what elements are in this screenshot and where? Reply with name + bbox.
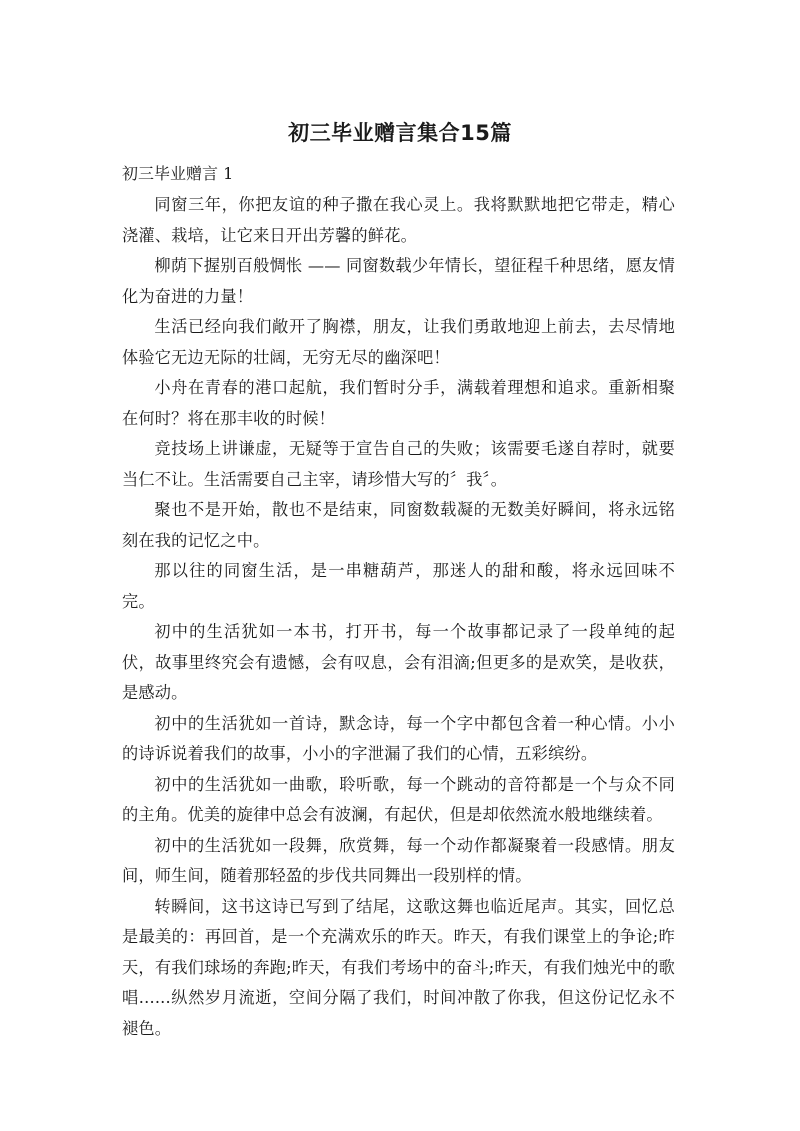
paragraph: 竞技场上讲谦虚，无疑等于宣告自己的失败；该需要毛遂自荐时，就要当仁不让。生活需要自己主宰，请珍惜大写的〞我〞。: [122, 439, 675, 489]
paragraph: 生活已经向我们敞开了胸襟，朋友，让我们勇敢地迎上前去，去尽情地体验它无边无际的壮阔，无穷无尽的幽深吧！: [122, 317, 675, 367]
paragraph: 柳荫下握别百般惆怅 —— 同窗数载少年情长，望征程千种思绪，愿友情化为奋进的力量！: [122, 256, 675, 306]
document-title: 初三毕业赠言集合15篇: [288, 121, 512, 145]
paragraph: 初中的生活犹如一本书，打开书，每一个故事都记录了一段单纯的起伏，故事里终究会有遗憾，会有叹息，会有泪滴;但更多的是欢笑，是收获，是感动。: [122, 622, 675, 702]
section-heading: 初三毕业赠言 1: [122, 164, 234, 183]
paragraph: 同窗三年，你把友谊的种子撒在我心灵上。我将默默地把它带走，精心浇灌、栽培，让它来日开出芳馨的鲜花。: [122, 195, 675, 245]
paragraph: 那以往的同窗生活，是一串糖葫芦，那迷人的甜和酸，将永远回味不完。: [122, 561, 675, 611]
paragraph: 初中的生活犹如一曲歌，聆听歌，每一个跳动的音符都是一个与众不同的主角。优美的旋律中总会有波澜，有起伏，但是却依然流水般地继续着。: [122, 774, 675, 824]
paragraph: 转瞬间，这书这诗已写到了结尾，这歌这舞也临近尾声。其实，回忆总是最美的：再回首，是一个充满欢乐的昨天。昨天，有我们课堂上的争论;昨天，有我们球场的奔跑;昨天，有我们考场中的奋斗;昨天，有我们烛光中的歌唱......纵然岁月流逝，空间分隔了我们，时间冲散了你我，但这份记忆永不褪色。: [122, 896, 675, 1038]
paragraph: 初中的生活犹如一首诗，默念诗，每一个字中都包含着一种心情。小小的诗诉说着我们的故事，小小的字泄漏了我们的心情，五彩缤纷。: [122, 713, 675, 763]
paragraph: 聚也不是开始，散也不是结束，同窗数载凝的无数美好瞬间，将永远铭刻在我的记忆之中。: [122, 500, 675, 550]
paragraph: 初中的生活犹如一段舞，欣赏舞，每一个动作都凝聚着一段感情。朋友间，师生间，随着那轻盈的步伐共同舞出一段别样的情。: [122, 835, 675, 885]
document-body: [122, 190, 675, 1044]
paragraph: 小舟在青春的港口起航，我们暂时分手，满载着理想和追求。重新相聚在何时？将在那丰收的时候！: [122, 378, 675, 428]
